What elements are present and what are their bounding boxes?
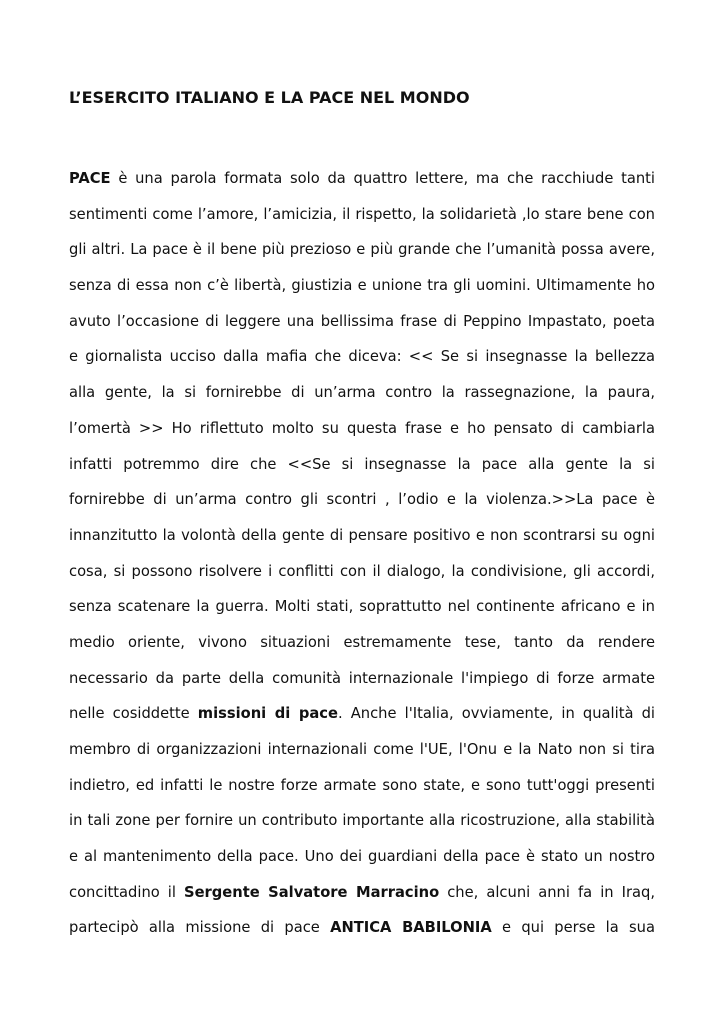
text-segment: senza di essa non c’è libertà, giustizia e unione tra gli uomini. Ultimamente ho xyxy=(69,277,655,295)
text-segment: indietro, ed infatti le nostre forze armate sono state, e sono tutt'oggi presenti xyxy=(69,776,655,794)
text-line xyxy=(69,275,655,311)
text-segment: sentimenti come l’amore, l’amicizia, il rispetto, la solidarietà ,lo stare bene con xyxy=(69,205,655,223)
text-line xyxy=(69,882,655,918)
text-segment: innanzitutto la volontà della gente di pensare positivo e non scontrarsi su ogni xyxy=(69,526,655,544)
text-line xyxy=(69,810,655,846)
text-segment: è una parola formata solo da quattro lettere, ma che racchiude tanti xyxy=(110,170,655,187)
text-line xyxy=(69,168,655,204)
bold-text: Sergente Salvatore Marracino xyxy=(183,883,440,901)
text-segment: e al mantenimento della pace. Uno dei guardiani della pace è stato un nostro xyxy=(69,848,655,866)
text-segment: . Anche l'Italia, ovviamente, in qualità di xyxy=(337,705,655,723)
text-segment: partecipò alla missione di pace xyxy=(69,919,331,937)
text-segment: l’omertà >> Ho riflettuto molto su questa frase e ho pensato di cambiarla xyxy=(69,419,655,437)
text-segment: cosa, si possono risolvere i conflitti con il dialogo, la condivisione, gli accordi, xyxy=(69,562,655,580)
text-segment: senza scatenare la guerra. Molti stati, soprattutto nel continente africano e in xyxy=(69,598,655,616)
text-segment: e giornalista ucciso dalla mafia che diceva: << Se si insegnasse la bellezza xyxy=(69,348,655,366)
text-line xyxy=(69,525,655,561)
text-line xyxy=(69,489,655,525)
text-segment: in tali zone per fornire un contributo importante alla ricostruzione, alla stabilità xyxy=(69,812,655,830)
text-segment: membro di organizzazioni internazionali come l'UE, l'Onu e la Nato non si tira xyxy=(69,741,655,758)
text-line xyxy=(69,454,655,490)
document-title: L’ESERCITO ITALIANO E LA PACE NEL MONDO xyxy=(69,88,470,107)
text-segment: gli altri. La pace è il bene più prezioso e più grande che l’umanità possa avere, xyxy=(69,241,655,259)
text-segment: avuto l’occasione di leggere una bellissima frase di Peppino Impastato, poeta xyxy=(69,312,655,330)
text-line xyxy=(69,346,655,382)
text-line xyxy=(69,632,655,668)
text-segment: medio oriente, vivono situazioni estremamente tese, tanto da rendere xyxy=(69,633,655,651)
bold-text: PACE xyxy=(69,170,111,187)
text-line xyxy=(69,382,655,418)
text-line xyxy=(69,703,655,739)
text-line xyxy=(69,239,655,275)
text-line xyxy=(69,846,655,882)
text-segment: e qui perse la sua xyxy=(491,919,655,937)
text-segment: necessario da parte della comunità internazionale l'impiego di forze armate xyxy=(69,669,655,687)
text-line xyxy=(69,418,655,454)
text-line xyxy=(69,204,655,240)
text-line xyxy=(69,917,655,953)
text-segment: che, alcuni anni fa in Iraq, xyxy=(439,883,655,901)
body-paragraph xyxy=(69,168,655,953)
text-line xyxy=(69,311,655,347)
text-segment: nelle cosiddette xyxy=(69,705,198,723)
text-segment: infatti potremmo dire che <<Se si insegnasse la pace alla gente la si xyxy=(69,455,655,473)
text-segment: concittadino il xyxy=(69,883,184,901)
bold-text: missioni di pace xyxy=(197,705,338,723)
text-segment: alla gente, la si fornirebbe di un’arma contro la rassegnazione, la paura, xyxy=(69,384,655,402)
text-segment: fornirebbe di un’arma contro gli scontri , l’odio e la violenza.>>La pace è xyxy=(69,491,655,509)
text-line xyxy=(69,668,655,704)
text-line xyxy=(69,561,655,597)
text-line xyxy=(69,775,655,811)
text-line xyxy=(69,739,655,775)
text-line xyxy=(69,596,655,632)
bold-text: ANTICA BABILONIA xyxy=(330,919,492,937)
